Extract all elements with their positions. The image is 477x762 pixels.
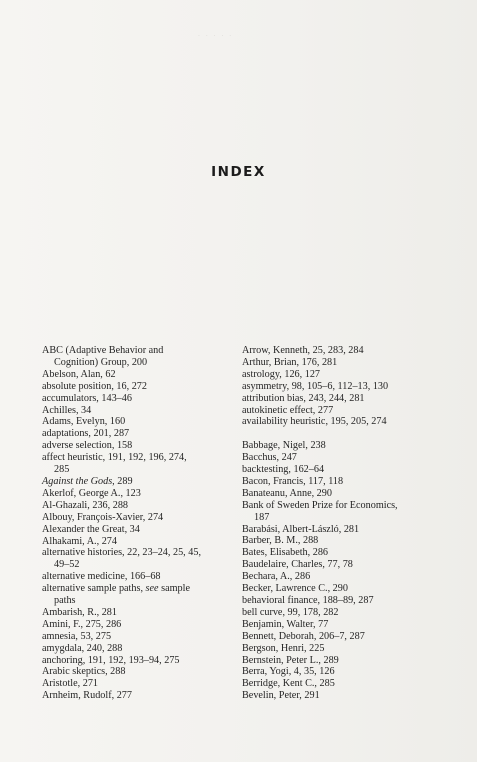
index-entry	[242, 500, 452, 524]
entry-text: Arthur, Brian, 176, 281	[242, 356, 338, 368]
entry-text: Achilles, 34	[42, 404, 92, 416]
index-entry	[242, 619, 452, 631]
entry-text: Alexander the Great, 34	[42, 523, 140, 535]
entry-text: Arabic skeptics, 288	[42, 666, 126, 678]
index-entry	[242, 655, 452, 667]
entry-text: Aristotle, 271	[42, 678, 99, 690]
index-entry	[42, 643, 237, 655]
index-column-right	[242, 345, 452, 702]
entry-continuation: paths	[54, 595, 76, 607]
index-entry	[242, 357, 452, 369]
entry-text: 289	[114, 475, 133, 487]
index-entry	[242, 571, 452, 583]
index-column-left	[42, 345, 237, 702]
index-entry	[42, 666, 237, 678]
index-entry	[242, 643, 452, 655]
entry-text: Berridge, Kent C., 285	[242, 678, 335, 690]
entry-text: Bacon, Francis, 117, 118	[242, 475, 344, 487]
index-entry	[242, 666, 452, 678]
entry-text: amnesia, 53, 275	[42, 630, 112, 642]
entry-text: availability heuristic, 195, 205, 274	[242, 416, 387, 428]
index-entry	[42, 690, 237, 702]
index-entry	[42, 440, 237, 452]
index-entry	[42, 416, 237, 428]
entry-text: Ambarish, R., 281	[42, 606, 117, 618]
entry-continuation: 49–52	[54, 559, 80, 571]
entry-text: Berra, Yogi, 4, 35, 126	[242, 666, 335, 678]
entry-text: Bacchus, 247	[242, 452, 297, 464]
index-entry	[242, 345, 452, 357]
page-title: INDEX	[211, 164, 266, 180]
index-entry	[42, 393, 237, 405]
index-entry	[42, 488, 237, 500]
index-entry	[242, 678, 452, 690]
index-entry	[242, 452, 452, 464]
entry-text: Barabási, Albert-László, 281	[242, 523, 360, 535]
index-entry	[42, 452, 237, 476]
index-entry	[42, 512, 237, 524]
index-entry	[242, 607, 452, 619]
entry-continuation: 285	[54, 464, 70, 476]
italic-title: Against the Gods,	[42, 475, 115, 487]
entry-text: absolute position, 16, 272	[42, 380, 147, 392]
entry-text: anchoring, 191, 192, 193–94, 275	[42, 654, 180, 666]
index-entry	[242, 595, 452, 607]
index-entry	[242, 369, 452, 381]
entry-text: bell curve, 99, 178, 282	[242, 606, 339, 618]
index-entry	[242, 488, 452, 500]
index-entry	[42, 583, 237, 607]
entry-text: behavioral finance, 188–89, 287	[242, 595, 374, 607]
entry-text: accumulators, 143–46	[42, 392, 132, 404]
entry-text: adverse selection, 158	[42, 440, 133, 452]
index-entry	[42, 476, 237, 488]
index-entry	[242, 690, 452, 702]
index-entry	[42, 536, 237, 548]
index-entry	[242, 535, 452, 547]
entry-text: Bank of Sweden Prize for Economics,	[242, 499, 398, 511]
index-entry	[42, 678, 237, 690]
index-entry	[42, 405, 237, 417]
index-entry	[242, 440, 452, 452]
index-entry	[242, 559, 452, 571]
index-entry	[42, 500, 237, 512]
index-entry	[242, 464, 452, 476]
entry-text: backtesting, 162–64	[242, 464, 325, 476]
index-entry	[42, 345, 237, 369]
entry-text: Benjamin, Walter, 77	[242, 618, 329, 630]
index-entry	[42, 607, 237, 619]
entry-text: alternative histories, 22, 23–24, 25, 45,	[42, 547, 202, 559]
entry-text: Bevelin, Peter, 291	[242, 690, 320, 702]
entry-text: Arnheim, Rudolf, 277	[42, 690, 132, 702]
entry-text: amygdala, 240, 288	[42, 642, 123, 654]
index-entry	[242, 547, 452, 559]
entry-continuation: Cognition) Group, 200	[54, 356, 148, 368]
index-entry	[242, 381, 452, 393]
index-entry	[42, 631, 237, 643]
show-through-running-head: · · · · ·	[198, 33, 234, 40]
entry-text: Bernstein, Peter L., 289	[242, 654, 339, 666]
index-entry	[42, 619, 237, 631]
entry-text: affect heuristic, 191, 192, 196, 274,	[42, 452, 187, 464]
index-entry	[42, 369, 237, 381]
entry-text: Bennett, Deborah, 206–7, 287	[242, 630, 365, 642]
index-entry	[242, 631, 452, 643]
index-entry	[242, 405, 452, 417]
entry-text: Babbage, Nigel, 238	[242, 440, 326, 452]
entry-text: adaptations, 201, 287	[42, 428, 130, 440]
index-entry	[242, 393, 452, 405]
entry-text: Bechara, A., 286	[242, 571, 311, 583]
index-entry	[242, 524, 452, 536]
entry-text: Banateanu, Anne, 290	[242, 487, 332, 499]
entry-text: autokinetic effect, 277	[242, 404, 334, 416]
index-entry	[42, 524, 237, 536]
entry-text: Abelson, Alan, 62	[42, 368, 116, 380]
entry-text: alternative sample paths,	[42, 583, 146, 595]
entry-text: Becker, Lawrence C., 290	[242, 583, 348, 595]
entry-text: astrology, 126, 127	[242, 368, 321, 380]
entry-continuation: 187	[254, 511, 270, 523]
entry-text: Amini, F., 275, 286	[42, 618, 122, 630]
entry-text: Albouy, François-Xavier, 274	[42, 511, 164, 523]
entry-text: ABC (Adaptive Behavior and	[42, 345, 164, 356]
entry-text: asymmetry, 98, 105–6, 112–13, 130	[242, 380, 389, 392]
index-entry	[42, 547, 237, 571]
index-entry	[42, 655, 237, 667]
entry-text: Barber, B. M., 288	[242, 535, 319, 547]
entry-text: alternative medicine, 166–68	[42, 571, 161, 583]
entry-text: Al-Ghazali, 236, 288	[42, 499, 129, 511]
entry-text: Bergson, Henri, 225	[242, 642, 325, 654]
entry-text: attribution bias, 243, 244, 281	[242, 392, 365, 404]
entry-text: Arrow, Kenneth, 25, 283, 284	[242, 345, 364, 356]
entry-text: Akerlof, George A., 123	[42, 487, 141, 499]
index-entry	[242, 583, 452, 595]
index-entry	[42, 571, 237, 583]
entry-text: sample	[158, 583, 190, 595]
index-entry	[242, 476, 452, 488]
entry-text: Alhakami, A., 274	[42, 535, 117, 547]
cross-reference: see	[145, 583, 159, 595]
entry-text: Bates, Elisabeth, 286	[242, 547, 329, 559]
index-entry	[242, 416, 452, 428]
index-entry	[42, 428, 237, 440]
index-entry	[42, 381, 237, 393]
entry-text: Baudelaire, Charles, 77, 78	[242, 559, 353, 571]
entry-text: Adams, Evelyn, 160	[42, 416, 126, 428]
